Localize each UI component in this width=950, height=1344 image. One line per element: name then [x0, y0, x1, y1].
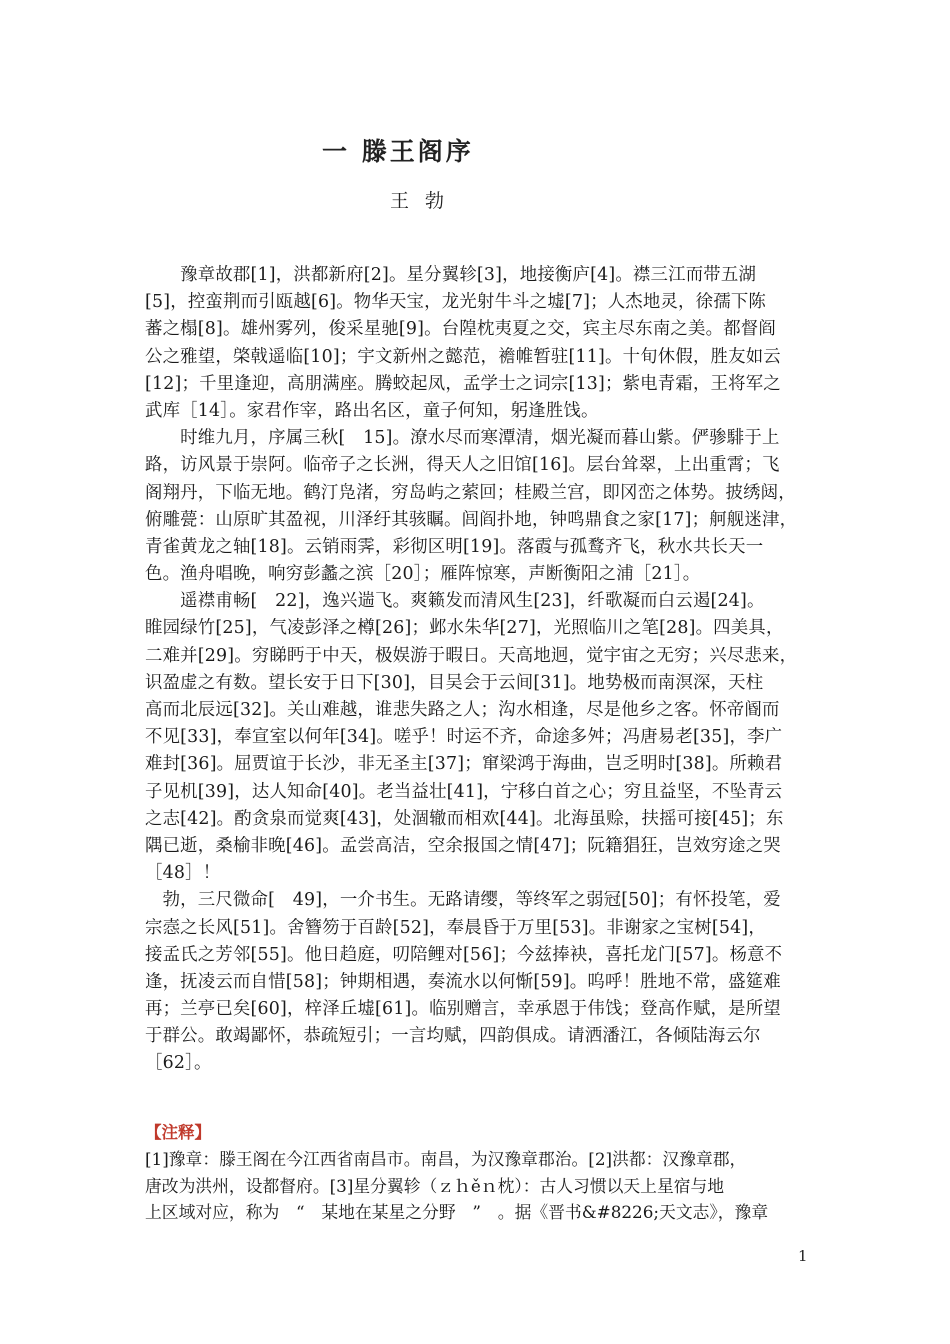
body-line: 路，访风景于崇阿。临帝子之长洲，得天人之旧馆[16]。层台耸翠，上出重霄；飞 [145, 455, 780, 476]
body-line: 豫章故郡[1]，洪都新府[2]。星分翼轸[3]，地接衡庐[4]。襟三江而带五湖 [145, 265, 757, 285]
body-line: 之志[42]。酌贪泉而觉爽[43]，处涸辙而相欢[44]。北海虽赊，扶摇可接[45]；东 [145, 808, 784, 829]
note-line: 唐改为洪州，设都督府。[3]星分翼轸（ｚｈěｎ枕）：古人习惯以天上星宿与地 [145, 1175, 725, 1196]
body-line: 不见[33]，奉宣室以何年[34]。嗟乎！时运不齐，命途多舛；冯唐易老[35]，李广 [145, 727, 783, 748]
body-line: 子见机[39]，达人知命[40]。老当益壮[41]，宁移白首之心；穷且益坚，不坠青云 [145, 781, 783, 802]
body-line: [5]，控蛮荆而引瓯越[6]。物华天宝，龙光射牛斗之墟[7]；人杰地灵，徐孺下陈 [145, 292, 767, 313]
body-line: 遥襟甫畅[ 22]，逸兴遄飞。爽籁发而清风生[23]，纤歌凝而白云遏[24]。 [145, 591, 765, 612]
note-line: [1]豫章：滕王阁在今江西省南昌市。南昌，为汉豫章郡治。[2]洪都：汉豫章郡， [145, 1149, 747, 1169]
body-line: 勃，三尺微命[ 49]，一介书生。无路请缨，等终军之弱冠[50]；有怀投笔，爱 [145, 890, 781, 911]
body-line: ［62］。 [145, 1053, 212, 1074]
body-line: 阁翔丹，下临无地。鹤汀凫渚，穷岛屿之萦回；桂殿兰宫，即冈峦之体势。披绣闼， [145, 482, 796, 503]
notes-section [145, 1120, 810, 1226]
body-line: [12]；千里逢迎，高朋满座。腾蛟起凤，孟学士之词宗[13]；紫电青霜，王将军之 [145, 373, 781, 394]
author-name: 王 勃 [390, 190, 450, 212]
body-line: ［48］！ [145, 863, 221, 884]
body-line: 公之雅望，棨戟遥临[10]；宇文新州之懿范，襜帷暂驻[11]。十旬休假，胜友如云 [145, 346, 781, 367]
body-line: 俯雕甍：山原旷其盈视，川泽纡其骇瞩。闾阎扑地，钟鸣鼎食之家[17]；舸舰迷津， [145, 509, 798, 530]
body-line: 再；兰亭已矣[60]，梓泽丘墟[61]。临别赠言，幸承恩于伟饯；登高作赋，是所望 [145, 999, 781, 1020]
body-line: 二难并[29]。穷睇眄于中天，极娱游于暇日。天高地迥，觉宇宙之无穷；兴尽悲来， [145, 645, 798, 666]
body-line: 睢园绿竹[25]，气凌彭泽之樽[26]；邺水朱华[27]，光照临川之笔[28]。四美具， [145, 618, 784, 639]
body-line: 逢，抚凌云而自惜[58]；钟期相遇，奏流水以何惭[59]。呜呼！胜地不常，盛筵难 [145, 971, 781, 992]
body-line: 蕃之榻[8]。雄州雾列，俊采星驰[9]。台隍枕夷夏之交，宾主尽东南之美。都督阎 [145, 319, 776, 340]
body-line: 接孟氏之芳邻[55]。他日趋庭，叨陪鲤对[56]；今兹捧袂，喜托龙门[57]。杨意不 [145, 944, 783, 965]
body-line: 隅已逝，桑榆非晚[46]。孟尝高洁，空余报国之情[47]；阮籍猖狂，岂效穷途之哭 [145, 835, 781, 856]
body-line: 难封[36]。屈贾谊于长沙，非无圣主[37]；窜梁鸿于海曲，岂乏明时[38]。所赖君 [145, 754, 783, 775]
body-text [145, 262, 810, 1078]
body-line: 青雀黄龙之轴[18]。云销雨霁，彩彻区明[19]。落霞与孤鹜齐飞，秋水共长天一 [145, 536, 764, 557]
body-line: 识盈虚之有数。望长安于日下[30]，目吴会于云间[31]。地势极而南溟深，天柱 [145, 672, 764, 693]
body-line: 武库［14］。家君作宰，路出名区，童子何知，躬逢胜饯。 [145, 400, 599, 421]
body-line: 高而北辰远[32]。关山难越，谁悲失路之人；沟水相逢，尽是他乡之客。怀帝阍而 [145, 700, 780, 720]
notes-lines [145, 1146, 810, 1226]
page-title: 一 滕王阁序 [322, 137, 474, 166]
body-line: 宗悫之长风[51]。舍簪笏于百龄[52]，奉晨昏于万里[53]。非谢家之宝树[54]， [145, 917, 766, 938]
page-number: 1 [798, 1247, 808, 1265]
note-line: 上区域对应，称为 “ 某地在某星之分野 ” 。据《晋书&#8226;天文志》，豫章 [145, 1202, 769, 1222]
body-line: 色。渔舟唱晚，响穷彭蠡之滨［20］；雁阵惊寒，声断衡阳之浦［21］。 [145, 564, 701, 585]
body-line: 于群公。敢竭鄙怀，恭疏短引；一言均赋，四韵俱成。请洒潘江，各倾陆海云尔 [145, 1026, 761, 1047]
notes-header: 【注释】 [145, 1123, 211, 1142]
body-line: 时维九月，序属三秋[ 15]。潦水尽而寒潭清，烟光凝而暮山紫。俨骖騑于上 [145, 428, 780, 449]
